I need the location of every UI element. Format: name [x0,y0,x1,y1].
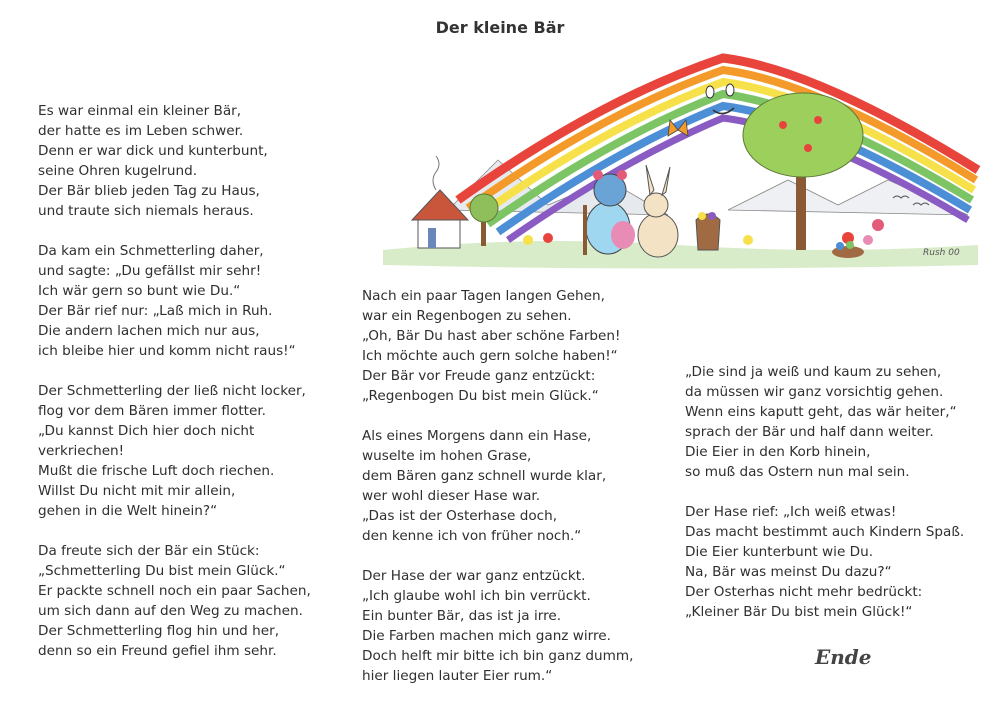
poem-line: Der Osterhas nicht mehr bedrückt: [685,584,923,600]
poem-line: Die Farben machen mich ganz wirre. [362,628,611,644]
rainbow-illustration [378,40,988,290]
poem-line: Als eines Morgens dann ein Hase, [362,428,592,444]
poem-line: Nach ein paar Tagen langen Gehen, [362,288,605,304]
poem-line: Denn er war dick und kunterbunt, [38,143,268,159]
poem-line: Die andern lachen mich nur aus, [38,323,260,339]
stanza [362,286,633,406]
poem-line: der hatte es im Leben schwer. [38,123,244,139]
stanza [362,426,633,546]
stanza [685,362,964,482]
poem-line: Er packte schnell noch ein paar Sachen, [38,583,311,599]
stanza [38,541,311,661]
poem-column-3 [685,362,964,642]
poem-line: da müssen wir ganz vorsichtig gehen. [685,384,944,400]
poem-line: Der Schmetterling der ließ nicht locker, [38,383,306,399]
poem-line: Der Bär rief nur: „Laß mich in Ruh. [38,303,273,319]
poem-line: ich bleibe hier und komm nicht raus!“ [38,343,296,359]
poem-line: Der Hase rief: „Ich weiß etwas! [685,504,897,520]
poem-line: und sagte: „Du gefällst mir sehr! [38,263,262,279]
poem-line: Ich möchte auch gern solche haben!“ [362,348,618,364]
poem-line: verkriechen! [38,443,125,459]
poem-line: Ich wär gern so bunt wie Du.“ [38,283,241,299]
poem-line: Das macht bestimmt auch Kindern Spaß. [685,524,965,540]
poem-line: „Regenbogen Du bist mein Glück.“ [362,388,599,404]
poem-line: hier liegen lauter Eier rum.“ [362,668,553,684]
poem-line: Der Hase der war ganz entzückt. [362,568,586,584]
poem-column-2 [362,286,633,706]
poem-line: „Das ist der Osterhase doch, [362,508,558,524]
poem-line: „Kleiner Bär Du bist mein Glück!“ [685,604,913,620]
poem-line: den kenne ich von früher noch.“ [362,528,582,544]
poem-title: Der kleine Bär [435,18,565,37]
poem-line: Der Bär vor Freude ganz entzückt: [362,368,596,384]
stanza [38,101,311,221]
stanza [38,381,311,521]
poem-line: Die Eier kunterbunt wie Du. [685,544,874,560]
poem-line: seine Ohren kugelrund. [38,163,198,179]
poem-line: „Schmetterling Du bist mein Glück.“ [38,563,286,579]
artist-signature: Rush 00 [923,248,960,258]
poem-line: um sich dann auf den Weg zu machen. [38,603,303,619]
poem-line: Es war einmal ein kleiner Bär, [38,103,242,119]
poem-line: Ein bunter Bär, das ist ja irre. [362,608,562,624]
poem-line: wuselte im hohen Grase, [362,448,532,464]
poem-line: dem Bären ganz schnell wurde klar, [362,468,607,484]
poem-line: Da kam ein Schmetterling daher, [38,243,264,259]
poem-line: Die Eier in den Korb hinein, [685,444,871,460]
stanza [362,566,633,686]
stanza [38,241,311,361]
poem-line: Mußt die frische Luft doch riechen. [38,463,275,479]
poem-line: „Ich glaube wohl ich bin verrückt. [362,588,591,604]
poem-line: Der Bär blieb jeden Tag zu Haus, [38,183,260,199]
poem-line: Na, Bär was meinst Du dazu?“ [685,564,892,580]
poem-line: so muß das Ostern nun mal sein. [685,464,910,480]
poem-line: sprach der Bär und half dann weiter. [685,424,934,440]
poem-line: Doch helft mir bitte ich bin ganz dumm, [362,648,634,664]
poem-line: denn so ein Freund gefiel ihm sehr. [38,643,277,659]
poem-line: Da freute sich der Bär ein Stück: [38,543,260,559]
poem-column-1 [38,101,311,681]
poem-line: Willst Du nicht mit mir allein, [38,483,236,499]
stanza [685,502,964,622]
poem-line: gehen in die Welt hinein?“ [38,503,218,519]
poem-line: wer wohl dieser Hase war. [362,488,541,504]
poem-line: Der Schmetterling flog hin und her, [38,623,280,639]
poem-line: und traute sich niemals heraus. [38,203,254,219]
poem-line: flog vor dem Bären immer flotter. [38,403,266,419]
poem-line: Wenn eins kaputt geht, das wär heiter,“ [685,404,957,420]
poem-line: „Oh, Bär Du hast aber schöne Farben! [362,328,621,344]
poem-line: war ein Regenbogen zu sehen. [362,308,572,324]
poem-line: „Du kannst Dich hier doch nicht [38,423,255,439]
poem-line: „Die sind ja weiß und kaum zu sehen, [685,364,942,380]
ende-signature: Ende [815,645,872,669]
